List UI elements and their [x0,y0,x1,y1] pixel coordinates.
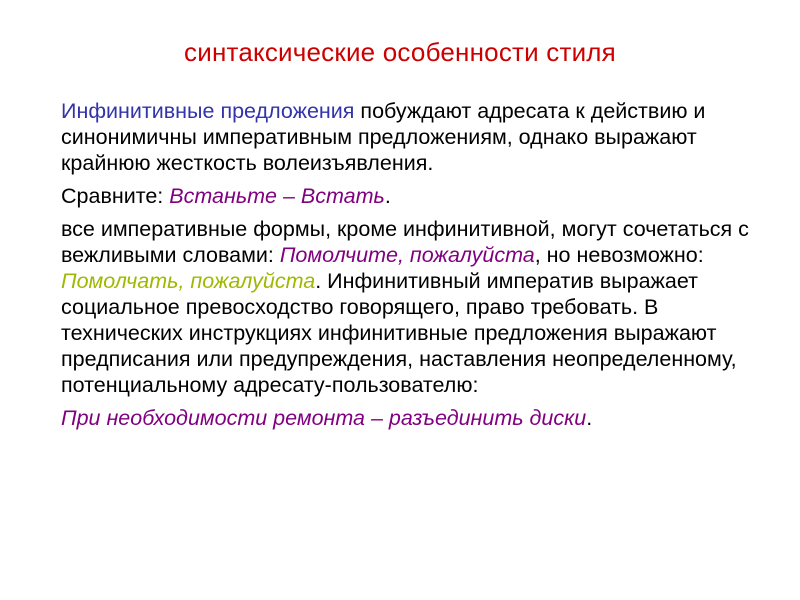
compare-suffix: . [384,184,391,208]
paragraph-1-text: побуждают адресата к действию и синонимичны императивным предложениям, однако выражают крайнюю жесткость волеизъявления. [61,99,706,175]
paragraph-infinitive-definition [61,98,773,176]
example-rude: Помолчать, пожалуйста [61,269,316,293]
paragraph-compare [61,183,773,209]
term-infinitive-sentences: Инфинитивные предложения [61,99,355,123]
example-polite: Помолчите, пожалуйста [279,243,535,267]
slide-title: синтаксические особенности стиля [184,37,616,67]
paragraph-3-part-2: , но невозможно: [534,243,704,267]
paragraph-imperative-forms [61,216,773,398]
paragraph-technical-example [61,405,773,431]
technical-example-suffix: . [586,406,593,430]
paragraph-3-part-1: все императивные формы, кроме инфинитивной, могут сочетаться с вежливыми словами: [61,217,749,267]
slide-body [61,98,773,438]
paragraph-3-part-3: . Инфинитивный императив выражает социальное превосходство говорящего, право требовать. В технических инструкциях инфинитивные предложения выражают предписания или предупреждения, наставления неопределенному, потенциальному адресату-пользователю: [61,269,737,397]
technical-example: При необходимости ремонта – разъединить диски [61,406,587,430]
compare-prefix: Сравните: [61,184,170,208]
compare-example: Встаньте – Встать [169,184,385,208]
